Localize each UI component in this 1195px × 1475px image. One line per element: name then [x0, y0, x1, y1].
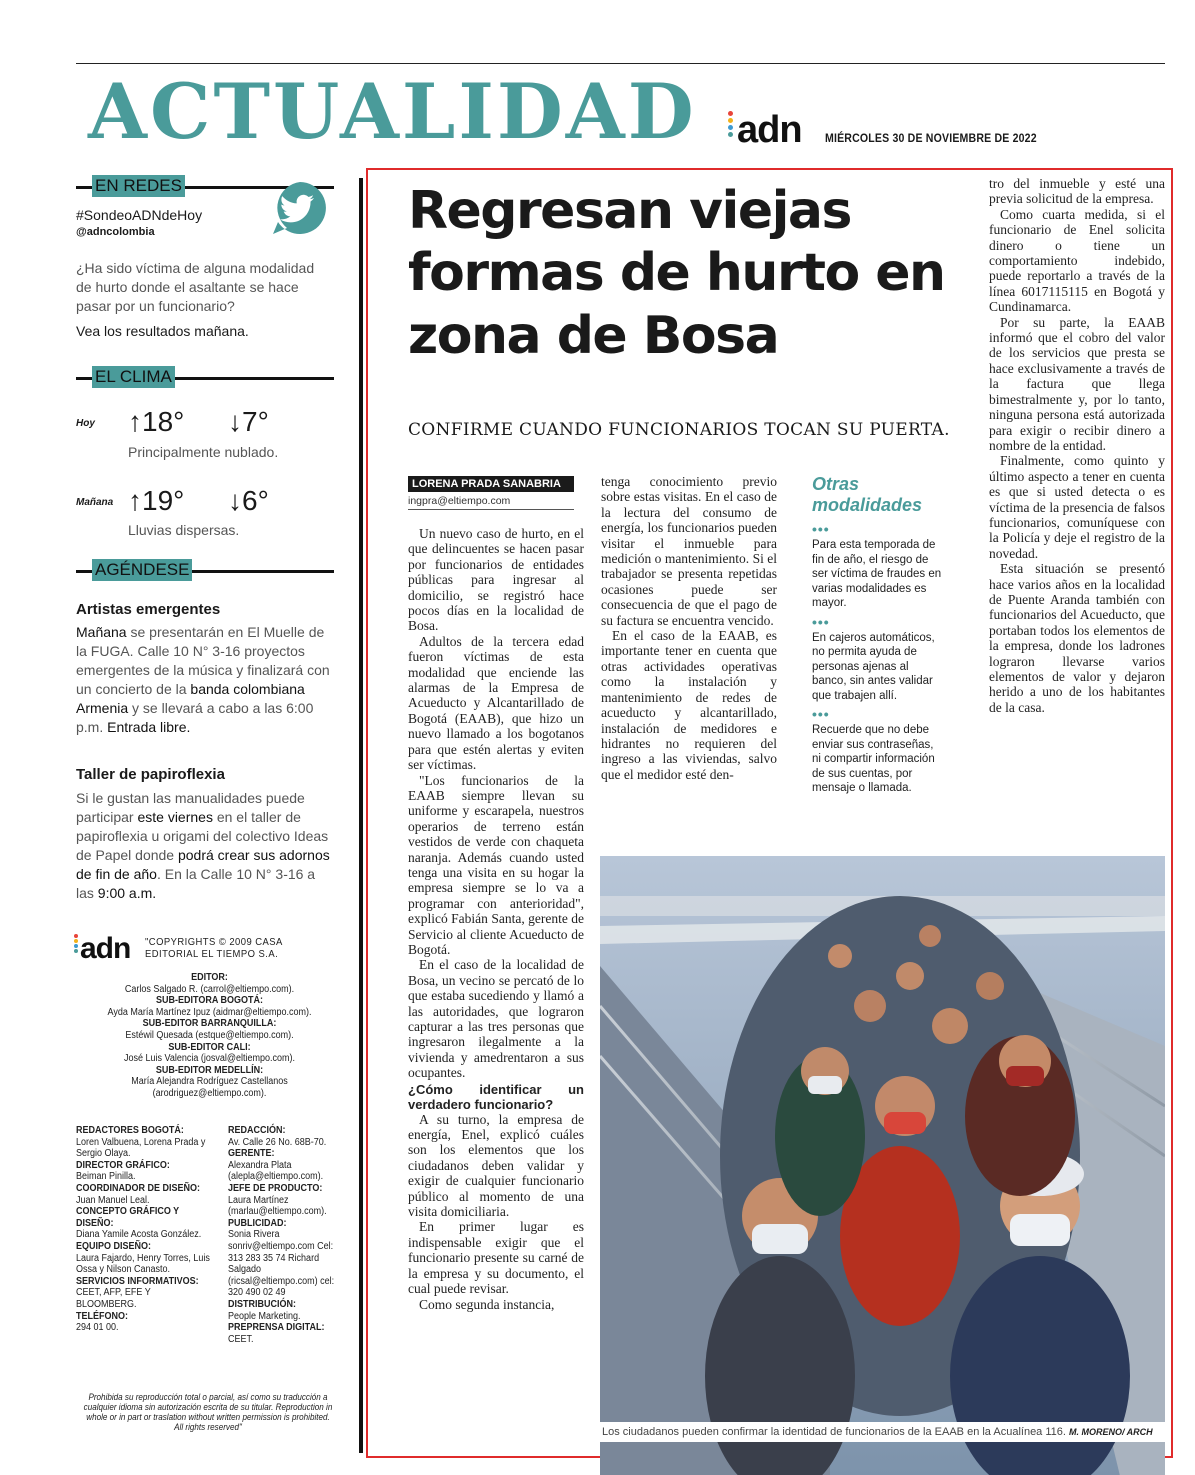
author-email[interactable]: ingpra@eltiempo.com [408, 495, 574, 510]
sidebox-item: En cajeros automáticos, no permita ayuda de personas ajenas al banco, sin antes validar que trabajen allí. [812, 631, 935, 702]
paragraph: A su turno, la empresa de energía, Enel, explicó cuáles son los elementos que los ciudadanos deben validar y exigir de cualquier funcionario público al momento de una visita domiciliaria. [408, 1111, 584, 1220]
weather-today-high: ↑18° [128, 406, 185, 437]
staff-role: REDACCIÓN: [228, 1125, 286, 1136]
author-byline: LORENA PRADA SANABRIA [408, 476, 574, 492]
article-photo [600, 856, 1165, 1475]
weather-tomorrow-low: ↓6° [228, 485, 269, 516]
staff-names: Diana Yamile Acosta González. [76, 1229, 202, 1241]
weather-tomorrow-desc: Lluvias dispersas. [128, 522, 240, 538]
paragraph: tenga conocimiento previo sobre estas visitas. En el caso de la lectura del consumo de energía, los funcionarios pueden visitar el inmueble para medición o mantenimiento. Si el trabajador se presenta repetidas ocasiones puede ser consecuencia de que el pago de su factura se encuentra vencido. [601, 474, 777, 628]
paragraph: En el caso de la localidad de Bosa, un vecino se percató de lo que estaba sucediendo y llamó a las autoridades, que lograron capturar a las tres personas que ingresaron ilegalmente a la vivienda y amedrentaron a sus ocupantes. [408, 957, 584, 1081]
bullet-dots-icon: ••• [812, 613, 830, 630]
logo-dots-icon [728, 111, 733, 137]
adn-logo: adn [737, 109, 802, 152]
paragraph: Por su parte, la EAAB informó que el cobro del valor de los servicios que presta se hace exclusivamente a través de la factura que llega bimestralmente y, por lo tanto, ninguna persona está autorizada para exigir o recibir dinero a nombre de la entidad. [989, 314, 1165, 453]
staff-names: Beiman Pinilla. [76, 1171, 136, 1183]
section-title: ACTUALIDAD [88, 67, 697, 156]
event-2-title: Taller de papiroflexia [76, 766, 225, 783]
staff-role: PUBLICIDAD: [228, 1217, 287, 1229]
staff-role: GERENTE: [228, 1148, 275, 1160]
copyright: "COPYRIGHTS © 2009 CASA EDITORIAL EL TIEMPO S.A. [145, 936, 283, 960]
staff-role: REDACTORES BOGOTÁ: [76, 1125, 184, 1136]
sidebar-header-redes: EN REDES [76, 186, 334, 189]
event-2-body: Si le gustan las manualidades puede participar este viernes en el taller de papiroflexia u origami del colectivo Ideas de Papel donde podrá crear sus adornos de fin de año. En la Calle 10 N° 3-16 a las 9:00 a.m. [76, 790, 330, 901]
staff-right-column [228, 1125, 336, 1345]
event-1-body: Mañana se presentarán en El Muelle de la FUGA. Calle 10 N° 3-16 proyectos emergentes de la música y finalizará con un concierto de la banda colombiana Armenia y se llevará a cabo a las 6:00 p.m. Entrada libre. [76, 624, 330, 735]
article-deck: CONFIRME CUANDO FUNCIONARIOS TOCAN SU PUERTA. [408, 420, 950, 440]
staff-role: SERVICIOS INFORMATIVOS: [76, 1275, 199, 1287]
paragraph: "Los funcionarios de la EAAB siempre llevan su uniforme y escarapela, nuestros operarios de terreno están vestidos de verde con chaqueta naranja. Además cuando usted tenga una visita en su hogar la empresa siempre se lo va a programar con anterioridad", explicó Fabián Santa, gerente de Servicio al cliente Acueducto de Bogotá. [408, 772, 584, 957]
staff-role: TELÉFONO: [76, 1310, 129, 1322]
paragraph: Adultos de la tercera edad fueron víctimas de esta modalidad que enciende las alarmas de la Empresa de Acueducto y Alcantarillado de Bogotá (EAAB), que hizo un nuevo llamado a los bogotanos para que estén alertas y eviten ser víctimas. [408, 633, 584, 773]
bullet-dots-icon: ••• [812, 706, 830, 722]
article-headline: Regresan viejas formas de hurto en zona de Bosa [408, 181, 945, 366]
paragraph: Un nuevo caso de hurto, en el que delincuentes se hacen pasar por funcionarios de entidades públicas para ingresar al domicilio, se registró hace pocos días en la localidad de Bosa. [408, 526, 584, 634]
staff-names: CEET. [228, 1333, 254, 1345]
staff-names: Av. Calle 26 No. 68B-70. [228, 1136, 327, 1148]
weather-today-desc: Principalmente nublado. [128, 444, 279, 460]
sidebar-header-clima: EL CLIMA [76, 377, 334, 380]
staff-names: Laura Fajardo, Henry Torres, Luis Ossa y Nilson Canasto. [76, 1252, 210, 1276]
staff-names: 294 01 00. [76, 1322, 119, 1334]
twitter-bird-icon [270, 178, 330, 238]
sidebox-list [812, 521, 942, 802]
paragraph: En el caso de la EAAB, es importante tener en cuenta que otras actividades operativas como la instalación y mantenimiento de redes de acueducto y alcantarillado, instalación de medidores e hidrantes no requieren del ingreso a las viviendas, salvo que el medidor esté den- [601, 628, 777, 782]
sidebar-header-agenda: AGÉNDESE [76, 570, 334, 573]
poll-question: ¿Ha sido víctima de alguna modalidad de hurto donde el asaltante se hace pasar por un funcionario? [76, 260, 315, 314]
column-divider [359, 178, 363, 1453]
staff-names: Loren Valbuena, Lorena Prada y Sergio Olaya. [76, 1136, 206, 1160]
staff-left-column [76, 1125, 211, 1334]
weather-tomorrow-high: ↑19° [128, 485, 185, 516]
paragraph: tro del inmueble y esté una previa solicitud de la empresa. [989, 176, 1165, 207]
paragraph: Como segunda instancia, [419, 1296, 555, 1312]
bullet-dots-icon: ••• [812, 521, 830, 537]
staff-names: Laura Martínez (marlau@eltiempo.com). [228, 1194, 327, 1218]
logo-dots-icon [74, 934, 78, 953]
twitter-handle[interactable]: @adncolombia [76, 226, 155, 238]
photo-caption: Los ciudadanos pueden confirmar la identidad de funcionarios de la EAAB en la Acualínea 116. M. MORENO/ ARCH [600, 1422, 1165, 1442]
paragraph: Finalmente, como quinto y último aspecto a tener en cuenta es que si usted detecta o es víctima de la presencia de falsos funcionarios, comuníquese con la Policía y deje el registro de la novedad. [989, 453, 1165, 561]
paragraph: Esta situación se presentó hace varios años en la localidad de Puente Aranda también con funcionarios del Acueducto, que portaban todos los elementos de la empresa, donde los ladrones lograron llevarse varios elementos de valor y dejaron herido a uno de los habitantes de la casa. [989, 561, 1165, 715]
weather-today-label: Hoy [76, 418, 95, 429]
staff-names: Sonia Rivera sonriv@eltiempo.com Cel: 313 283 35 74 Richard Salgado (ricsal@eltiempo.com) cel: 320 490 02 49 [228, 1229, 335, 1299]
article-column-4 [989, 176, 1165, 715]
hashtag[interactable]: #SondeoADNdeHoy [76, 207, 203, 223]
top-rule [76, 63, 1165, 64]
staff-role: COORDINADOR DE DISEÑO: [76, 1182, 201, 1194]
staff-names: Juan Manuel Leal. [76, 1194, 150, 1206]
weather-today-low: ↓7° [228, 406, 269, 437]
issue-date: MIÉRCOLES 30 DE NOVIEMBRE DE 2022 [825, 131, 1037, 145]
paragraph: Como cuarta medida, si el funcionario de Enel solicita dinero o tiene un comportamiento indebido, puede reportarlo a través de la línea 6017115115 en Bogotá y Cundinamarca. [989, 206, 1165, 315]
editorial-staff: EDITOR: Carlos Salgado R. (carrol@eltiempo.com). SUB-EDITORA BOGOTÁ: Ayda María Martínez Ipuz (aidmar@eltiempo.com). SUB-EDITOR BARRANQUILLA: Estéwil Quesada (estque@eltiempo.com). SUB-EDITOR CALI: José Luis Valencia (josval@eltiempo.com). SUB-EDITOR MEDELLÍN: María Alejandra Rodríguez Castellanos (arodriguez@eltiempo.com). [107, 972, 312, 1099]
event-1-title: Artistas emergentes [76, 601, 221, 618]
staff-role: JEFE DE PRODUCTO: [228, 1182, 323, 1194]
paragraph: En primer lugar es indispensable exigir que el funcionario presente su carné de la empresa y su documento, el cual puede revisar. [408, 1219, 584, 1297]
weather-tomorrow-label: Mañana [76, 497, 114, 508]
staff-names: People Marketing. [228, 1310, 301, 1322]
sidebox-item: Para esta temporada de fin de año, el riesgo de ser víctima de fraudes en varias modalidades es mayor. [812, 539, 942, 609]
subhead: ¿Cómo identificar un verdadero funcionario? [408, 1081, 584, 1112]
article-column-1 [408, 526, 584, 1312]
staff-role: EQUIPO DISEÑO: [76, 1240, 152, 1252]
sidebox-item: Recuerde que no debe enviar sus contraseñas, ni compartir información de sus cuentas, por mensaje o llamada. [812, 724, 935, 794]
poll-results-note: Vea los resultados mañana. [76, 323, 249, 339]
staff-role: PREPRENSA DIGITAL: [228, 1322, 325, 1334]
staff-role: DIRECTOR GRÁFICO: [76, 1159, 170, 1171]
article-column-2 [601, 474, 777, 782]
staff-role: DISTRIBUCIÓN: [228, 1298, 297, 1310]
adn-logo-small: adn [80, 932, 130, 966]
legal-notice: Prohibida su reproducción total o parcial, así como su traducción a cualquier idioma sin autorización escrita de su titular. Reproduction in whole or in part or traslation without written permission is prohibited. All rights reserved" [83, 1392, 333, 1432]
staff-role: CONCEPTO GRÁFICO Y DISEÑO: [76, 1206, 180, 1229]
staff-names: CEET, AFP, EFE Y BLOOMBERG. [76, 1287, 151, 1310]
sidebox-title: Otras modalidades [812, 474, 923, 515]
staff-names: Alexandra Plata (alepla@eltiempo.com). [228, 1159, 324, 1183]
